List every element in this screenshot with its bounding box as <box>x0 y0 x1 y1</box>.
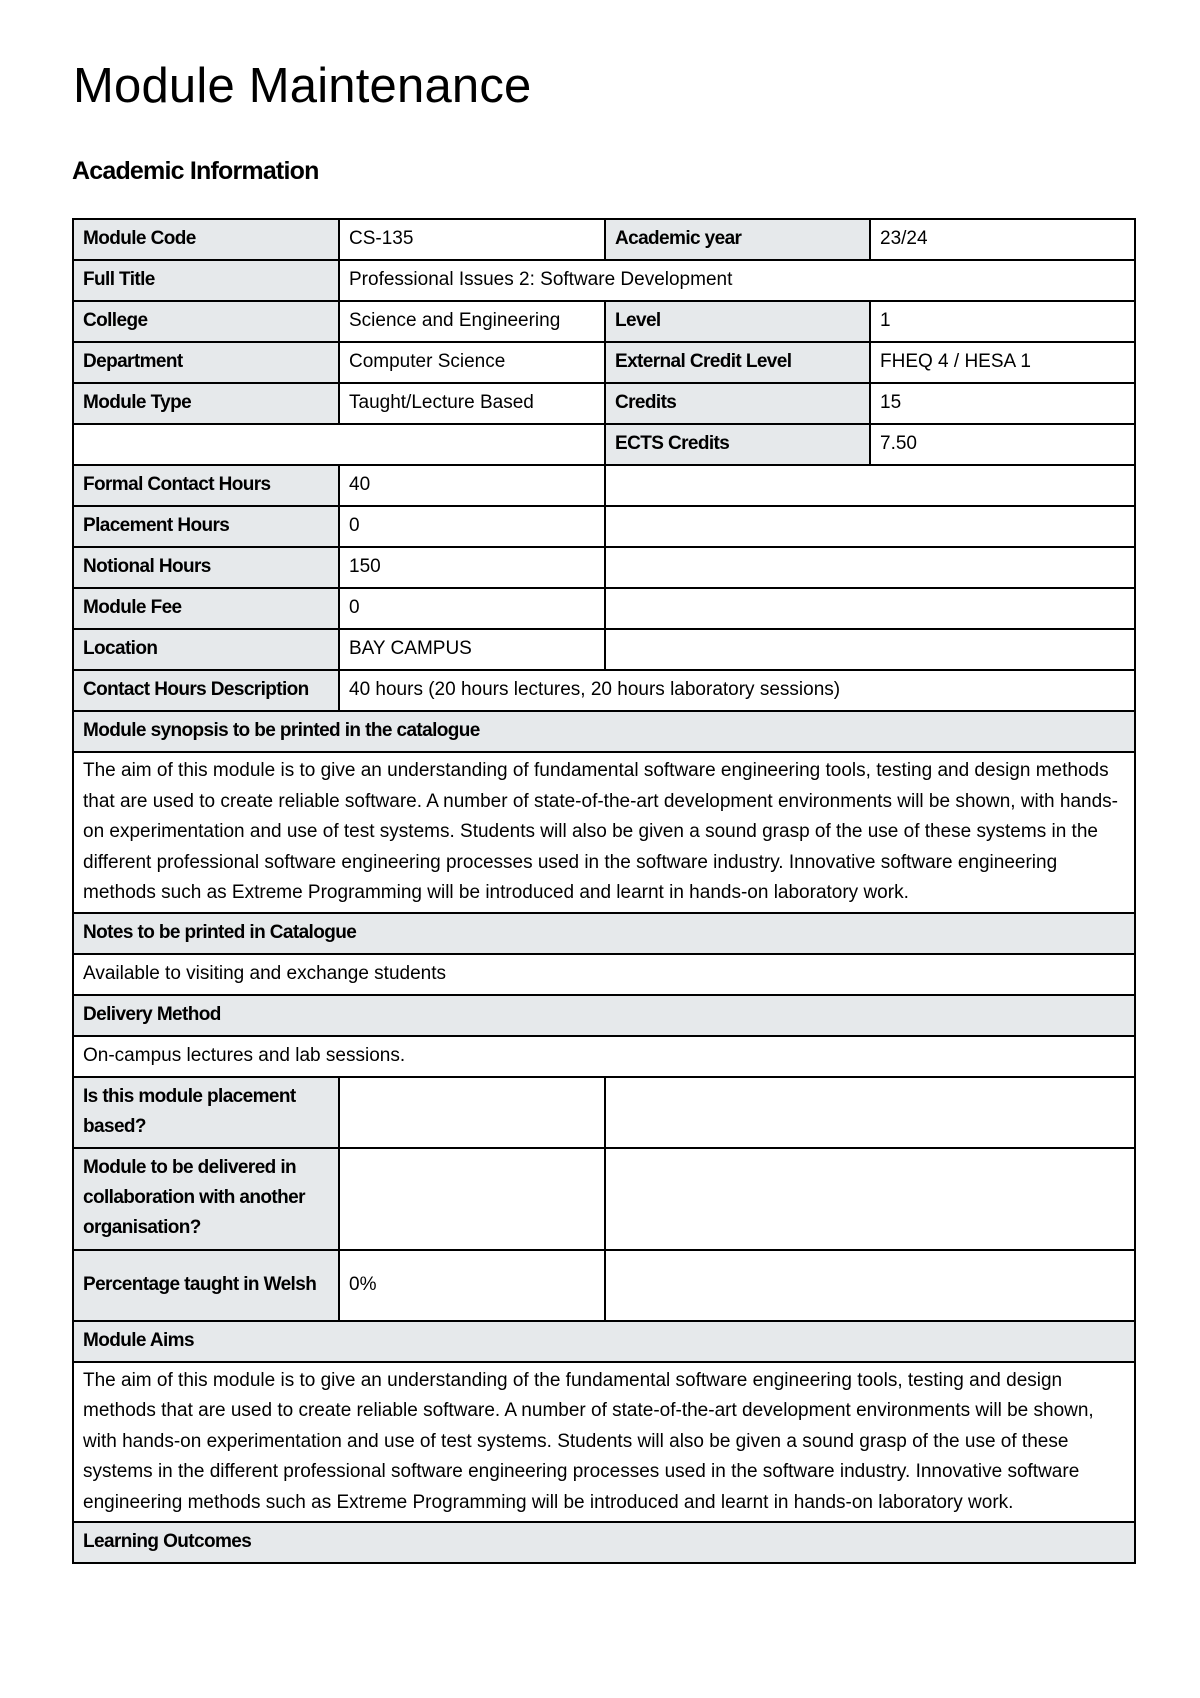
empty-cell <box>605 629 1135 670</box>
full-title-label: Full Title <box>73 260 339 301</box>
ects-credits-value: 7.50 <box>870 424 1135 465</box>
table-row <box>73 954 1135 995</box>
table-row <box>73 752 1135 913</box>
welsh-value: 0% <box>339 1250 605 1321</box>
table-row <box>73 913 1135 954</box>
ects-credits-label: ECTS Credits <box>605 424 870 465</box>
table-row <box>73 383 1135 424</box>
empty-cell <box>605 1077 1135 1148</box>
empty-cell <box>605 588 1135 629</box>
formal-contact-hours-label: Formal Contact Hours <box>73 465 339 506</box>
empty-cell <box>605 1250 1135 1321</box>
table-row <box>73 1522 1135 1563</box>
academic-year-value: 23/24 <box>870 219 1135 260</box>
module-fee-label: Module Fee <box>73 588 339 629</box>
module-type-label: Module Type <box>73 383 339 424</box>
full-title-value: Professional Issues 2: Software Development <box>339 260 1135 301</box>
learning-outcomes-label: Learning Outcomes <box>73 1522 1135 1563</box>
department-value: Computer Science <box>339 342 605 383</box>
table-row <box>73 342 1135 383</box>
notional-hours-value: 150 <box>339 547 605 588</box>
academic-year-label: Academic year <box>605 219 870 260</box>
empty-cell <box>605 506 1135 547</box>
placement-based-value <box>339 1077 605 1148</box>
notional-hours-label: Notional Hours <box>73 547 339 588</box>
table-row <box>73 424 1135 465</box>
table-row <box>73 629 1135 670</box>
contact-hours-description-value: 40 hours (20 hours lectures, 20 hours laboratory sessions) <box>339 670 1135 711</box>
level-value: 1 <box>870 301 1135 342</box>
collaboration-label: Module to be delivered in collaboration with another organisation? <box>73 1148 339 1250</box>
table-row <box>73 1250 1135 1321</box>
table-row <box>73 1036 1135 1077</box>
academic-information-table <box>72 218 1136 1564</box>
aims-text: The aim of this module is to give an understanding of the fundamental software engineering tools, testing and design methods that are used to create reliable software. A number of state-of-the-art development environments will be shown, with hands-on experimentation and use of test systems. Students will also be given a sound grasp of the use of these systems in the different professional software engineering processes used in the software industry. Innovative software engineering methods such as Extreme Programming will be introduced and learnt in hands-on laboratory work. <box>73 1362 1135 1523</box>
empty-cell <box>605 1148 1135 1250</box>
empty-cell <box>605 465 1135 506</box>
table-row <box>73 465 1135 506</box>
placement-hours-value: 0 <box>339 506 605 547</box>
contact-hours-description-label: Contact Hours Description <box>73 670 339 711</box>
section-heading: Academic Information <box>72 157 319 185</box>
empty-cell <box>73 424 605 465</box>
table-row <box>73 1321 1135 1362</box>
aims-label: Module Aims <box>73 1321 1135 1362</box>
table-row <box>73 260 1135 301</box>
module-fee-value: 0 <box>339 588 605 629</box>
department-label: Department <box>73 342 339 383</box>
delivery-method-text: On-campus lectures and lab sessions. <box>73 1036 1135 1077</box>
notes-label: Notes to be printed in Catalogue <box>73 913 1135 954</box>
delivery-method-label: Delivery Method <box>73 995 1135 1036</box>
table-row <box>73 1077 1135 1148</box>
location-value: BAY CAMPUS <box>339 629 605 670</box>
table-row <box>73 506 1135 547</box>
formal-contact-hours-value: 40 <box>339 465 605 506</box>
external-credit-level-value: FHEQ 4 / HESA 1 <box>870 342 1135 383</box>
location-label: Location <box>73 629 339 670</box>
module-code-label: Module Code <box>73 219 339 260</box>
credits-label: Credits <box>605 383 870 424</box>
page-title: Module Maintenance <box>73 59 532 113</box>
collaboration-value <box>339 1148 605 1250</box>
college-label: College <box>73 301 339 342</box>
table-row <box>73 219 1135 260</box>
welsh-label: Percentage taught in Welsh <box>73 1250 339 1321</box>
table-row <box>73 1362 1135 1523</box>
table-row <box>73 547 1135 588</box>
module-type-value: Taught/Lecture Based <box>339 383 605 424</box>
college-value: Science and Engineering <box>339 301 605 342</box>
placement-based-label: Is this module placement based? <box>73 1077 339 1148</box>
placement-hours-label: Placement Hours <box>73 506 339 547</box>
empty-cell <box>605 547 1135 588</box>
level-label: Level <box>605 301 870 342</box>
notes-text: Available to visiting and exchange students <box>73 954 1135 995</box>
credits-value: 15 <box>870 383 1135 424</box>
table-row <box>73 670 1135 711</box>
module-code-value: CS-135 <box>339 219 605 260</box>
table-row <box>73 711 1135 752</box>
table-row <box>73 588 1135 629</box>
table-row <box>73 995 1135 1036</box>
synopsis-text: The aim of this module is to give an understanding of fundamental software engineering tools, testing and design methods that are used to create reliable software. A number of state-of-the-art development environments will be shown, with hands-on experimentation and use of test systems. Students will also be given a sound grasp of the use of these systems in the different professional software engineering processes used in the software industry. Innovative software engineering methods such as Extreme Programming will be introduced and learnt in hands-on laboratory work. <box>73 752 1135 913</box>
synopsis-label: Module synopsis to be printed in the catalogue <box>73 711 1135 752</box>
external-credit-level-label: External Credit Level <box>605 342 870 383</box>
table-row <box>73 1148 1135 1250</box>
table-row <box>73 301 1135 342</box>
